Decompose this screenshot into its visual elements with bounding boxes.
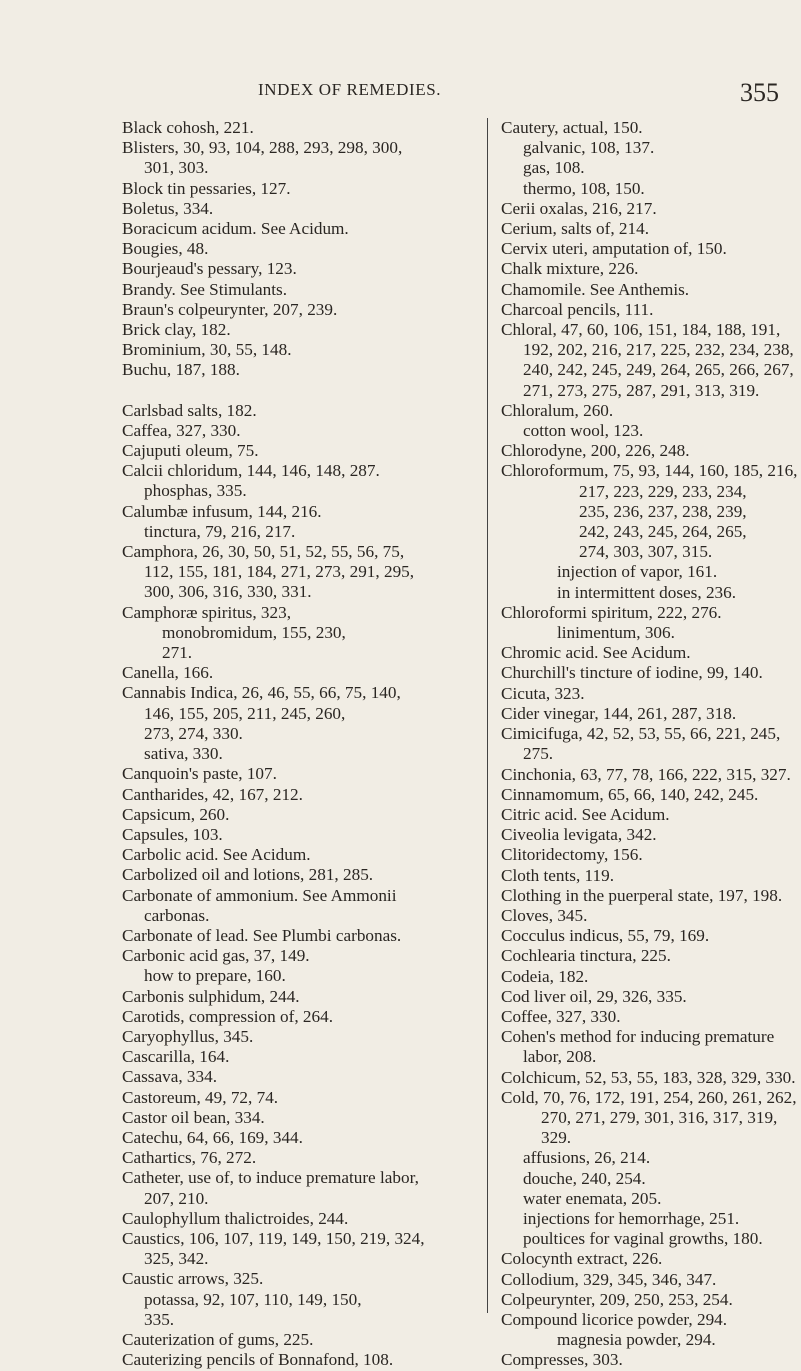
index-entry: Braun's colpeurynter, 207, 239. <box>122 299 338 319</box>
index-subentry: 146, 155, 205, 211, 245, 260, <box>144 703 346 723</box>
index-entry: Coffee, 327, 330. <box>501 1006 621 1026</box>
index-subentry: magnesia powder, 294. <box>557 1330 716 1350</box>
index-subentry: 207, 210. <box>144 1188 209 1208</box>
index-entry: Cloth tents, 119. <box>501 865 614 885</box>
index-subentry: 275. <box>523 744 554 764</box>
index-entry: Carbonis sulphidum, 244. <box>122 986 300 1006</box>
index-entry: Cider vinegar, 144, 261, 287, 318. <box>501 703 737 723</box>
index-entry: Camphoræ spiritus, 323, <box>122 602 292 622</box>
index-entry: Cautery, actual, 150. <box>501 118 643 137</box>
index-subentry: 325, 342. <box>144 1249 209 1269</box>
index-entry: Caffea, 327, 330. <box>122 420 241 440</box>
index-subentry: 242, 243, 245, 264, 265, <box>579 522 747 542</box>
index-entry: Cocculus indicus, 55, 79, 169. <box>501 926 710 946</box>
index-entry: Brandy. See Stimulants. <box>122 279 288 299</box>
index-entry: Boracicum acidum. See Acidum. <box>122 219 349 239</box>
index-entry: Colchicum, 52, 53, 55, 183, 328, 329, 330. <box>501 1067 796 1087</box>
index-entry: Collodium, 329, 345, 346, 347. <box>501 1269 717 1289</box>
index-entry: Carlsbad salts, 182. <box>122 400 257 420</box>
index-entry: Castor oil bean, 334. <box>122 1107 265 1127</box>
index-entry: Compound licorice powder, 294. <box>501 1309 728 1329</box>
index-entry: Bougies, 48. <box>122 239 209 259</box>
page-header <box>0 78 801 108</box>
index-entry: Cauterizing pencils of Bonnafond, 108. <box>122 1350 394 1370</box>
index-entry: Boletus, 334. <box>122 198 214 218</box>
section-gap <box>122 381 480 401</box>
index-subentry: 274, 303, 307, 315. <box>579 542 713 562</box>
index-entry: Chromic acid. See Acidum. <box>501 643 691 663</box>
index-entry: Cinnamomum, 65, 66, 140, 242, 245. <box>501 784 759 804</box>
index-subentry: 329. <box>541 1128 572 1148</box>
index-subentry: labor, 208. <box>523 1047 597 1067</box>
index-entry: Cold, 70, 76, 172, 191, 254, 260, 261, 262, <box>501 1087 797 1107</box>
index-entry: Cerium, salts of, 214. <box>501 219 649 239</box>
index-entry: Canquoin's paste, 107. <box>122 764 277 784</box>
running-title: INDEX OF REMEDIES. <box>258 80 442 99</box>
index-entry: Camphora, 26, 30, 50, 51, 52, 55, 56, 75, <box>122 542 405 562</box>
index-entry: Carbonate of ammonium. See Ammonii <box>122 885 397 905</box>
index-entry: Buchu, 187, 188. <box>122 360 240 380</box>
index-entry: Colpeurynter, 209, 250, 253, 254. <box>501 1289 733 1309</box>
index-subentry: tinctura, 79, 216, 217. <box>144 521 296 541</box>
index-subentry: monobromidum, 155, 230, <box>162 622 346 642</box>
index-entry: Chamomile. See Anthemis. <box>501 279 690 299</box>
index-entry: Carbonate of lead. See Plumbi carbonas. <box>122 925 402 945</box>
index-entry: Capsicum, 260. <box>122 804 230 824</box>
index-entry: Capsules, 103. <box>122 824 223 844</box>
index-subentry: 271. <box>162 643 193 663</box>
index-subentry: 240, 242, 245, 249, 264, 265, 266, 267, <box>523 360 794 380</box>
index-entry: Cloves, 345. <box>501 905 588 925</box>
index-entry: Chloralum, 260. <box>501 400 614 420</box>
index-subentry: thermo, 108, 150. <box>523 178 645 198</box>
index-entry: Cod liver oil, 29, 326, 335. <box>501 986 687 1006</box>
index-subentry: douche, 240, 254. <box>523 1168 646 1188</box>
index-entry: Bourjeaud's pessary, 123. <box>122 259 297 279</box>
index-entry: Cinchonia, 63, 77, 78, 166, 222, 315, 327. <box>501 764 791 784</box>
index-subentry: poultices for vaginal growths, 180. <box>523 1229 763 1249</box>
index-entry: Caustics, 106, 107, 119, 149, 150, 219, 324, <box>122 1228 425 1248</box>
index-entry: Block tin pessaries, 127. <box>122 178 291 198</box>
index-entry: Citric acid. See Acidum. <box>501 804 670 824</box>
index-entry: Cathartics, 76, 272. <box>122 1148 257 1168</box>
index-subentry: 192, 202, 216, 217, 225, 232, 234, 238, <box>523 340 794 360</box>
index-subentry: 335. <box>144 1309 175 1329</box>
index-entry: Cicuta, 323. <box>501 683 585 703</box>
index-entry: Churchill's tincture of iodine, 99, 140. <box>501 663 763 683</box>
index-subentry: cotton wool, 123. <box>523 421 644 441</box>
index-entry: Charcoal pencils, 111. <box>501 299 654 319</box>
index-entry: Cantharides, 42, 167, 212. <box>122 784 303 804</box>
index-subentry: linimentum, 306. <box>557 623 675 643</box>
index-entry: Chloral, 47, 60, 106, 151, 184, 188, 191, <box>501 320 781 340</box>
index-entry: Carotids, compression of, 264. <box>122 1006 334 1026</box>
index-entry: Caulophyllum thalictroides, 244. <box>122 1208 349 1228</box>
index-subentry: water enemata, 205. <box>523 1188 662 1208</box>
index-entry: Chalk mixture, 226. <box>501 259 639 279</box>
index-entry: Cassava, 334. <box>122 1067 217 1087</box>
index-subentry: gas, 108. <box>523 158 585 178</box>
index-entry: Chloroformum, 75, 93, 144, 160, 185, 216, <box>501 461 798 481</box>
index-subentry: potassa, 92, 107, 110, 149, 150, <box>144 1289 362 1309</box>
index-subentry: 235, 236, 237, 238, 239, <box>579 501 747 521</box>
index-subentry: injections for hemorrhage, 251. <box>523 1208 740 1228</box>
index-entry: Canella, 166. <box>122 663 214 683</box>
index-entry: Codeia, 182. <box>501 966 589 986</box>
index-entry: Cauterization of gums, 225. <box>122 1329 314 1349</box>
index-subentry: injection of vapor, 161. <box>557 562 718 582</box>
index-subentry: 301, 303. <box>144 158 209 178</box>
index-entry: Calumbæ infusum, 144, 216. <box>122 501 322 521</box>
index-entry: Caustic arrows, 325. <box>122 1269 264 1289</box>
index-entry: Castoreum, 49, 72, 74. <box>122 1087 279 1107</box>
index-entry: Black cohosh, 221. <box>122 118 254 137</box>
index-subentry: phosphas, 335. <box>144 481 247 501</box>
index-subentry: 271, 273, 275, 287, 291, 313, 319. <box>523 380 760 400</box>
index-subentry: carbonas. <box>144 905 210 925</box>
index-entry: Cajuputi oleum, 75. <box>122 441 259 461</box>
index-entry: Carbolized oil and lotions, 281, 285. <box>122 865 374 885</box>
index-entry: Cannabis Indica, 26, 46, 55, 66, 75, 140, <box>122 683 401 703</box>
index-entry: Compresses, 303. <box>501 1350 623 1370</box>
index-entry: Colocynth extract, 226. <box>501 1249 663 1269</box>
index-entry: Cascarilla, 164. <box>122 1047 230 1067</box>
index-entry: Cerii oxalas, 216, 217. <box>501 198 657 218</box>
index-entry: Catechu, 64, 66, 169, 344. <box>122 1127 303 1147</box>
index-subentry: 270, 271, 279, 301, 316, 317, 319, <box>541 1107 778 1127</box>
index-entry: Clothing in the puerperal state, 197, 198. <box>501 885 783 905</box>
index-entry: Cochlearia tinctura, 225. <box>501 946 671 966</box>
index-entry: Cimicifuga, 42, 52, 53, 55, 66, 221, 245, <box>501 724 781 744</box>
index-subentry: 112, 155, 181, 184, 271, 273, 291, 295, <box>144 562 415 582</box>
left-index-column <box>122 118 480 1370</box>
index-subentry: galvanic, 108, 137. <box>523 138 655 158</box>
index-entry: Blisters, 30, 93, 104, 288, 293, 298, 300, <box>122 138 403 158</box>
index-subentry: sativa, 330. <box>144 744 223 764</box>
index-entry: Calcii chloridum, 144, 146, 148, 287. <box>122 461 380 481</box>
index-subentry: how to prepare, 160. <box>144 966 286 986</box>
index-entry: Carbolic acid. See Acidum. <box>122 845 311 865</box>
index-subentry: 273, 274, 330. <box>144 723 243 743</box>
right-index-column <box>487 118 801 1370</box>
page-number: 355 <box>740 78 779 107</box>
index-subentry: 217, 223, 229, 233, 234, <box>579 481 747 501</box>
index-entry: Chloroformi spiritum, 222, 276. <box>501 602 722 622</box>
index-entry: Cohen's method for inducing premature <box>501 1027 775 1047</box>
index-entry: Civeolia levigata, 342. <box>501 825 657 845</box>
index-subentry: 300, 306, 316, 330, 331. <box>144 582 312 602</box>
index-subentry: affusions, 26, 214. <box>523 1148 651 1168</box>
index-entry: Catheter, use of, to induce premature labor, <box>122 1168 419 1188</box>
index-subentry: in intermittent doses, 236. <box>557 582 737 602</box>
index-entry: Caryophyllus, 345. <box>122 1026 254 1046</box>
index-entry: Brick clay, 182. <box>122 320 231 340</box>
index-entry: Carbonic acid gas, 37, 149. <box>122 946 310 966</box>
index-entry: Clitoridectomy, 156. <box>501 845 643 865</box>
index-entry: Cervix uteri, amputation of, 150. <box>501 239 727 259</box>
index-entry: Brominium, 30, 55, 148. <box>122 340 292 360</box>
index-entry: Chlorodyne, 200, 226, 248. <box>501 441 690 461</box>
